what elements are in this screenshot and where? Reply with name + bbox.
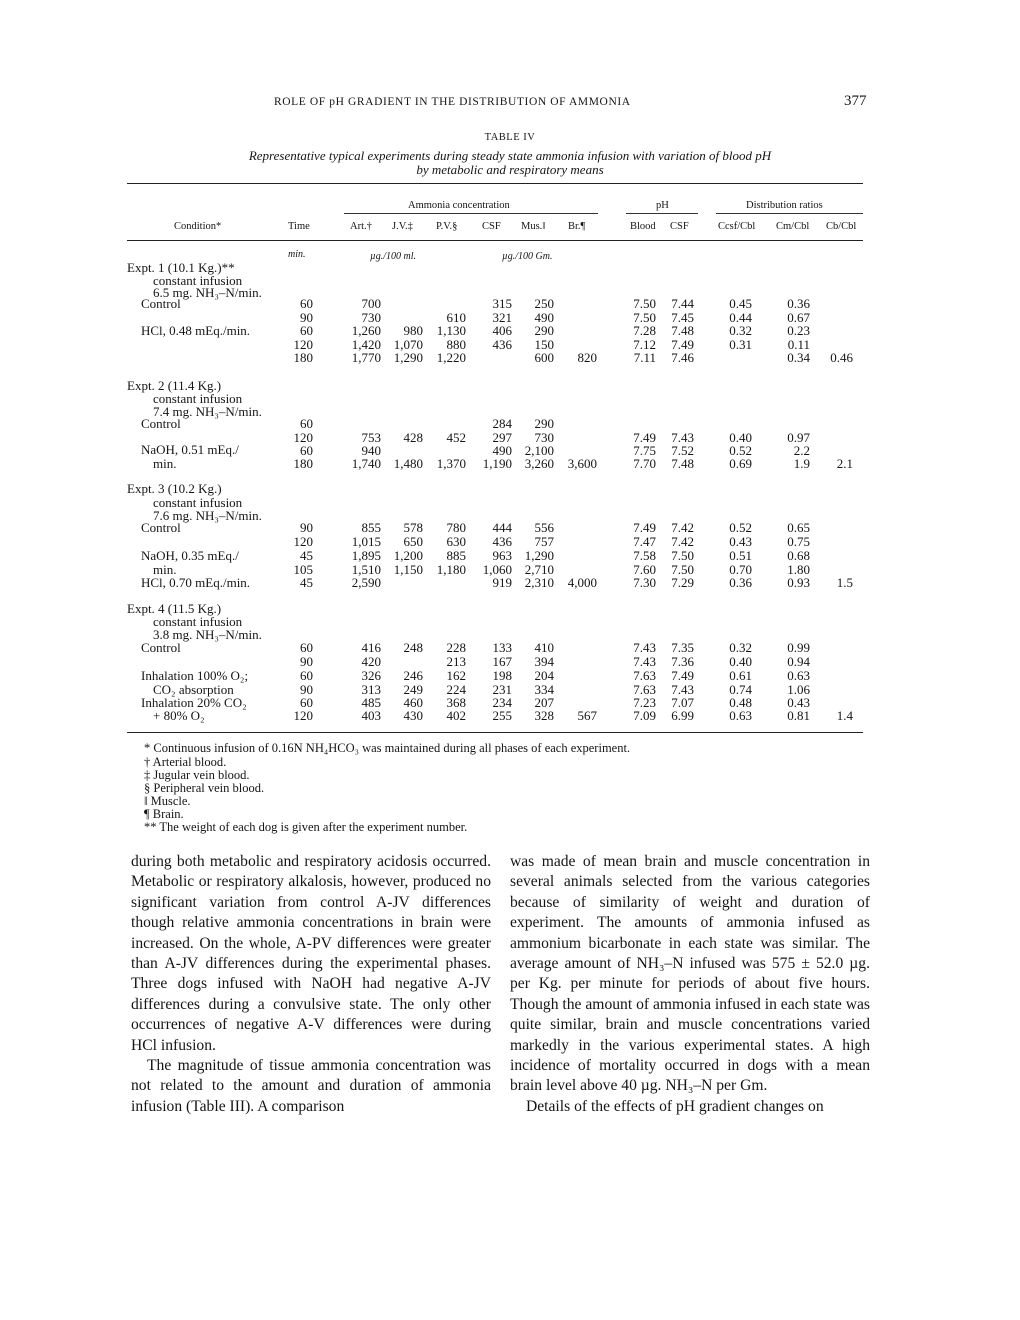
cell-pv: 228	[446, 640, 466, 655]
cell-ratio-csf: 0.63	[729, 708, 752, 723]
ammonia-group-header: Ammonia concentration	[408, 200, 510, 211]
cell-csf: 284	[492, 416, 512, 431]
cell-ph-blood: 7.30	[633, 575, 656, 590]
footnote: ‡ Jugular vein blood.	[144, 768, 250, 782]
cell-ratio-m: 0.68	[787, 548, 810, 563]
condition-text: Expt. 2 (11.4 Kg.)	[127, 378, 222, 393]
cell-art: 1,015	[351, 534, 381, 549]
footnote: * Continuous infusion of 0.16N NH₄HCO₃ was maintained during all phases of each experiment.	[144, 741, 631, 755]
cell-mus: 328	[534, 708, 554, 723]
cell-mus: 600	[534, 350, 554, 365]
cell-ratio-csf: 0.48	[729, 695, 752, 710]
cell-art: 730	[361, 310, 381, 325]
unit-blood: µg./100 ml.	[370, 251, 417, 262]
body-column-left	[131, 852, 491, 1117]
col-mus: Mus.‖	[521, 221, 546, 232]
cell-csf: 1,060	[482, 562, 512, 577]
cell-ratio-m: 0.94	[787, 654, 810, 669]
cell-jv: 578	[403, 520, 423, 535]
cell-jv: 1,200	[393, 548, 423, 563]
condition-text: Control	[141, 296, 181, 311]
paragraph: was made of mean brain and muscle concentration in several animals selected from the various categories because of similarity of weight and duration of experiment. The amounts of ammonia infused as ammonium bicarbonate in each state was similar. The average amount of NH₃–N infused was 575 ± 52.0 µg. per Kg. per minute for periods of about five hours. Though the amount of ammonia infused in each state was quite similar, brain and muscle concentrations varied markedly in the various experimental states. A high incidence of mortality occurred in dogs with a mean brain level above 40 µg. NH₃–N per Gm.	[510, 853, 870, 1095]
cell-jv: 1,290	[393, 350, 423, 365]
cell-ph-blood: 7.28	[633, 323, 656, 338]
cell-jv: 248	[403, 640, 423, 655]
cell-ratio-b: 1.4	[836, 708, 853, 723]
cell-ratio-m: 1.80	[787, 562, 810, 577]
cell-ratio-csf: 0.32	[729, 640, 752, 655]
cell-ph-csf: 7.43	[671, 430, 694, 445]
cell-ratio-csf: 0.40	[729, 654, 752, 669]
cell-art: 1,740	[351, 456, 381, 471]
cell-art: 1,260	[351, 323, 381, 338]
cell-ph-csf: 6.99	[671, 708, 694, 723]
footnote: † Arterial blood.	[144, 755, 227, 769]
cell-pv: 1,370	[436, 456, 466, 471]
cell-csf: 963	[492, 548, 512, 563]
cell-jv: 650	[403, 534, 423, 549]
cell-art: 326	[361, 668, 381, 683]
footnote: ** The weight of each dog is given after the experiment number.	[144, 820, 468, 834]
running-head: ROLE OF pH GRADIENT IN THE DISTRIBUTION OF AMMONIA	[274, 96, 631, 108]
cell-csf: 297	[492, 430, 512, 445]
ph-group-header: pH	[656, 200, 669, 211]
cell-ratio-m: 0.34	[787, 350, 810, 365]
cell-art: 416	[361, 640, 381, 655]
condition-text: Expt. 1 (10.1 Kg.)**	[127, 260, 235, 275]
cell-art: 940	[361, 443, 381, 458]
condition-text: Expt. 4 (11.5 Kg.)	[127, 601, 222, 616]
cell-jv: 249	[403, 682, 423, 697]
cell-br: 567	[577, 708, 597, 723]
cell-ph-blood: 7.09	[633, 708, 656, 723]
col-condition: Condition*	[174, 221, 222, 232]
cell-art: 403	[361, 708, 381, 723]
cell-art: 485	[361, 695, 381, 710]
cell-mus: 757	[534, 534, 554, 549]
cell-pv: 402	[446, 708, 466, 723]
cell-time: 180	[293, 350, 313, 365]
cell-ph-csf: 7.29	[671, 575, 694, 590]
cell-time: 60	[300, 668, 313, 683]
cell-art: 855	[361, 520, 381, 535]
cell-ph-csf: 7.35	[671, 640, 694, 655]
table-top-rule	[127, 183, 863, 184]
cell-ratio-csf: 0.31	[729, 337, 752, 352]
cell-ratio-m: 0.97	[787, 430, 810, 445]
condition-text: CO₂ absorption	[153, 682, 234, 697]
cell-pv: 162	[446, 668, 466, 683]
cell-ph-csf: 7.50	[671, 562, 694, 577]
condition-text: constant infusion	[153, 391, 243, 406]
cell-ratio-b: 0.46	[830, 350, 853, 365]
cell-pv: 1,130	[436, 323, 466, 338]
ph-group-rule	[626, 213, 698, 214]
unit-tissue: µg./100 Gm.	[502, 251, 553, 262]
cell-ratio-csf: 0.40	[729, 430, 752, 445]
cell-ph-blood: 7.49	[633, 430, 656, 445]
cell-pv: 885	[446, 548, 466, 563]
cell-ph-csf: 7.48	[671, 456, 694, 471]
cell-ratio-m: 0.11	[787, 337, 810, 352]
cell-pv: 880	[446, 337, 466, 352]
condition-text: min.	[153, 456, 177, 471]
cell-jv: 980	[403, 323, 423, 338]
cell-pv: 1,220	[436, 350, 466, 365]
cell-ph-blood: 7.60	[633, 562, 656, 577]
cell-ph-blood: 7.12	[633, 337, 656, 352]
cell-art: 420	[361, 654, 381, 669]
cell-art: 313	[361, 682, 381, 697]
cell-mus: 2,310	[524, 575, 554, 590]
cell-mus: 150	[534, 337, 554, 352]
condition-text: HCl, 0.70 mEq./min.	[141, 575, 251, 590]
table-bottom-rule	[127, 732, 863, 733]
cell-time: 60	[300, 443, 313, 458]
col-csf: CSF	[482, 221, 501, 232]
cell-ratio-csf: 0.36	[729, 575, 752, 590]
cell-csf: 406	[492, 323, 512, 338]
table-caption	[130, 149, 890, 177]
condition-text: NaOH, 0.51 mEq./	[141, 442, 239, 457]
cell-ratio-m: 0.81	[787, 708, 810, 723]
cell-br: 820	[577, 350, 597, 365]
cell-time: 60	[300, 695, 313, 710]
footnote: ‖ Muscle.	[144, 794, 191, 808]
unit-time: min.	[288, 249, 306, 260]
cell-time: 180	[293, 456, 313, 471]
cell-pv: 630	[446, 534, 466, 549]
cell-ratio-m: 0.93	[787, 575, 810, 590]
cell-mus: 556	[534, 520, 554, 535]
cell-ph-blood: 7.50	[633, 296, 656, 311]
condition-text: min.	[153, 562, 177, 577]
cell-jv: 460	[403, 695, 423, 710]
cell-art: 1,895	[351, 548, 381, 563]
ratio-group-header: Distribution ratios	[746, 200, 823, 211]
cell-ratio-m: 1.06	[787, 682, 810, 697]
cell-time: 90	[300, 654, 313, 669]
cell-mus: 1,290	[524, 548, 554, 563]
condition-text: Control	[141, 640, 181, 655]
cell-ph-blood: 7.63	[633, 668, 656, 683]
cell-br: 4,000	[567, 575, 597, 590]
cell-time: 120	[293, 708, 313, 723]
cell-ratio-csf: 0.52	[729, 520, 752, 535]
cell-mus: 490	[534, 310, 554, 325]
cell-mus: 2,710	[524, 562, 554, 577]
cell-time: 60	[300, 323, 313, 338]
condition-text: constant infusion	[153, 614, 243, 629]
cell-time: 60	[300, 296, 313, 311]
cell-time: 60	[300, 640, 313, 655]
col-ratio-b: Cb/Cbl	[826, 221, 857, 232]
cell-time: 120	[293, 534, 313, 549]
cell-mus: 410	[534, 640, 554, 655]
condition-text: NaOH, 0.35 mEq./	[141, 548, 239, 563]
cell-ratio-csf: 0.61	[729, 668, 752, 683]
condition-text: Inhalation 20% CO₂	[141, 695, 247, 710]
cell-mus: 290	[534, 416, 554, 431]
cell-ph-csf: 7.49	[671, 337, 694, 352]
cell-ph-csf: 7.07	[671, 695, 694, 710]
condition-text: constant infusion	[153, 495, 243, 510]
col-ratio-m: Cm/Cbl	[776, 221, 810, 232]
cell-ratio-m: 0.67	[787, 310, 810, 325]
cell-ratio-m: 0.65	[787, 520, 810, 535]
cell-time: 105	[293, 562, 313, 577]
cell-ratio-csf: 0.44	[729, 310, 752, 325]
cell-mus: 250	[534, 296, 554, 311]
paragraph: during both metabolic and respiratory acidosis occurred. Metabolic or respiratory alkalosis, however, produced no significant variation from control A-JV differences though relative ammonia concentrations in brain were increased. On the whole, A-PV differences were greater than A-JV differences during the experimental phases. Three dogs infused with NaOH had negative A-JV differences during a convulsive state. The only other occurrences of negative A-V differences were during HCl infusion.	[131, 853, 491, 1054]
cell-ratio-m: 0.36	[787, 296, 810, 311]
ammonia-group-rule	[344, 213, 598, 214]
condition-text: 6.5 mg. NH₃–N/min.	[153, 285, 262, 300]
cell-ph-blood: 7.47	[633, 534, 656, 549]
cell-ph-blood: 7.11	[633, 350, 656, 365]
col-time: Time	[288, 221, 310, 232]
cell-ph-csf: 7.42	[671, 520, 694, 535]
condition-text: Expt. 3 (10.2 Kg.)	[127, 481, 222, 496]
cell-ratio-m: 0.75	[787, 534, 810, 549]
cell-pv: 368	[446, 695, 466, 710]
cell-csf: 436	[492, 534, 512, 549]
cell-csf: 1,190	[482, 456, 512, 471]
cell-csf: 444	[492, 520, 512, 535]
condition-text: constant infusion	[153, 273, 243, 288]
cell-ratio-m: 0.23	[787, 323, 810, 338]
cell-ph-csf: 7.43	[671, 682, 694, 697]
cell-ratio-m: 0.99	[787, 640, 810, 655]
cell-ratio-b: 2.1	[836, 456, 853, 471]
cell-ph-csf: 7.36	[671, 654, 694, 669]
cell-time: 45	[300, 575, 313, 590]
cell-csf: 167	[492, 654, 512, 669]
cell-time: 45	[300, 548, 313, 563]
cell-art: 700	[361, 296, 381, 311]
cell-ratio-b: 1.5	[836, 575, 853, 590]
cell-art: 753	[361, 430, 381, 445]
cell-ratio-csf: 0.52	[729, 443, 752, 458]
cell-pv: 213	[446, 654, 466, 669]
condition-text: 7.6 mg. NH₃–N/min.	[153, 508, 262, 523]
caption-line-2: by metabolic and respiratory means	[416, 162, 604, 177]
footnote: ¶ Brain.	[144, 807, 184, 821]
cell-ph-blood: 7.43	[633, 654, 656, 669]
cell-ratio-csf: 0.69	[729, 456, 752, 471]
cell-ph-blood: 7.63	[633, 682, 656, 697]
cell-mus: 290	[534, 323, 554, 338]
cell-csf: 198	[492, 668, 512, 683]
caption-line-1: Representative typical experiments during steady state ammonia infusion with variation of blood pH	[248, 148, 772, 163]
condition-text: HCl, 0.48 mEq./min.	[141, 323, 251, 338]
cell-pv: 780	[446, 520, 466, 535]
cell-csf: 234	[492, 695, 512, 710]
page-number: 377	[844, 93, 867, 109]
condition-text: 7.4 mg. NH₃–N/min.	[153, 404, 262, 419]
cell-ratio-csf: 0.32	[729, 323, 752, 338]
cell-csf: 490	[492, 443, 512, 458]
cell-art: 1,510	[351, 562, 381, 577]
cell-ratio-csf: 0.74	[729, 682, 752, 697]
cell-csf: 321	[492, 310, 512, 325]
cell-ph-csf: 7.42	[671, 534, 694, 549]
cell-mus: 3,260	[524, 456, 554, 471]
cell-mus: 394	[534, 654, 554, 669]
col-jv: J.V.‡	[392, 221, 413, 232]
cell-ratio-csf: 0.45	[729, 296, 752, 311]
cell-ph-csf: 7.44	[671, 296, 694, 311]
cell-ph-blood: 7.75	[633, 443, 656, 458]
condition-text: Control	[141, 416, 181, 431]
cell-art: 2,590	[351, 575, 381, 590]
header-bottom-rule	[127, 240, 863, 241]
cell-ph-csf: 7.48	[671, 323, 694, 338]
col-ratio-csf: Ccsf/Cbl	[718, 221, 756, 232]
table-title: TABLE IV	[484, 132, 536, 143]
col-br: Br.¶	[568, 221, 586, 232]
cell-ratio-csf: 0.70	[729, 562, 752, 577]
cell-ratio-m: 0.43	[787, 695, 810, 710]
body-column-right	[510, 852, 870, 1117]
cell-jv: 1,480	[393, 456, 423, 471]
cell-br: 3,600	[567, 456, 597, 471]
condition-text: Control	[141, 520, 181, 535]
cell-ph-blood: 7.58	[633, 548, 656, 563]
cell-jv: 246	[403, 668, 423, 683]
cell-ratio-m: 1.9	[793, 456, 810, 471]
cell-mus: 204	[534, 668, 554, 683]
condition-text: Inhalation 100% O₂;	[141, 668, 249, 683]
ratio-group-rule	[716, 213, 863, 214]
cell-time: 90	[300, 520, 313, 535]
footnote: § Peripheral vein blood.	[144, 781, 265, 795]
col-art: Art.†	[350, 221, 372, 232]
col-ph-csf: CSF	[670, 221, 689, 232]
cell-ph-csf: 7.52	[671, 443, 694, 458]
cell-time: 90	[300, 682, 313, 697]
cell-time: 120	[293, 430, 313, 445]
col-pv: P.V.§	[436, 221, 458, 232]
paragraph: Details of the effects of pH gradient changes on	[526, 1097, 824, 1115]
cell-ph-csf: 7.45	[671, 310, 694, 325]
cell-ratio-m: 2.2	[793, 443, 810, 458]
cell-mus: 730	[534, 430, 554, 445]
col-blood: Blood	[630, 221, 656, 232]
cell-ph-csf: 7.46	[671, 350, 694, 365]
cell-time: 90	[300, 310, 313, 325]
cell-jv: 430	[403, 708, 423, 723]
cell-time: 60	[300, 416, 313, 431]
cell-art: 1,770	[351, 350, 381, 365]
cell-ph-blood: 7.23	[633, 695, 656, 710]
cell-ph-blood: 7.70	[633, 456, 656, 471]
cell-ratio-csf: 0.43	[729, 534, 752, 549]
cell-mus: 334	[534, 682, 554, 697]
cell-jv: 428	[403, 430, 423, 445]
cell-mus: 207	[534, 695, 554, 710]
cell-pv: 1,180	[436, 562, 466, 577]
cell-csf: 133	[492, 640, 512, 655]
cell-pv: 452	[446, 430, 466, 445]
condition-text: 3.8 mg. NH₃–N/min.	[153, 627, 262, 642]
cell-jv: 1,070	[393, 337, 423, 352]
paragraph: The magnitude of tissue ammonia concentration was not related to the amount and duration of ammonia infusion (Table III). A comparison	[131, 1057, 491, 1115]
condition-text: + 80% O₂	[153, 708, 205, 723]
cell-ratio-m: 0.63	[787, 668, 810, 683]
cell-ph-csf: 7.49	[671, 668, 694, 683]
cell-csf: 255	[492, 708, 512, 723]
cell-ph-blood: 7.50	[633, 310, 656, 325]
cell-ph-blood: 7.43	[633, 640, 656, 655]
cell-time: 120	[293, 337, 313, 352]
cell-csf: 231	[492, 682, 512, 697]
cell-csf: 436	[492, 337, 512, 352]
cell-csf: 315	[492, 296, 512, 311]
cell-mus: 2,100	[524, 443, 554, 458]
cell-ratio-csf: 0.51	[729, 548, 752, 563]
cell-pv: 610	[446, 310, 466, 325]
cell-art: 1,420	[351, 337, 381, 352]
cell-csf: 919	[492, 575, 512, 590]
cell-pv: 224	[446, 682, 466, 697]
cell-ph-csf: 7.50	[671, 548, 694, 563]
cell-jv: 1,150	[393, 562, 423, 577]
cell-ph-blood: 7.49	[633, 520, 656, 535]
